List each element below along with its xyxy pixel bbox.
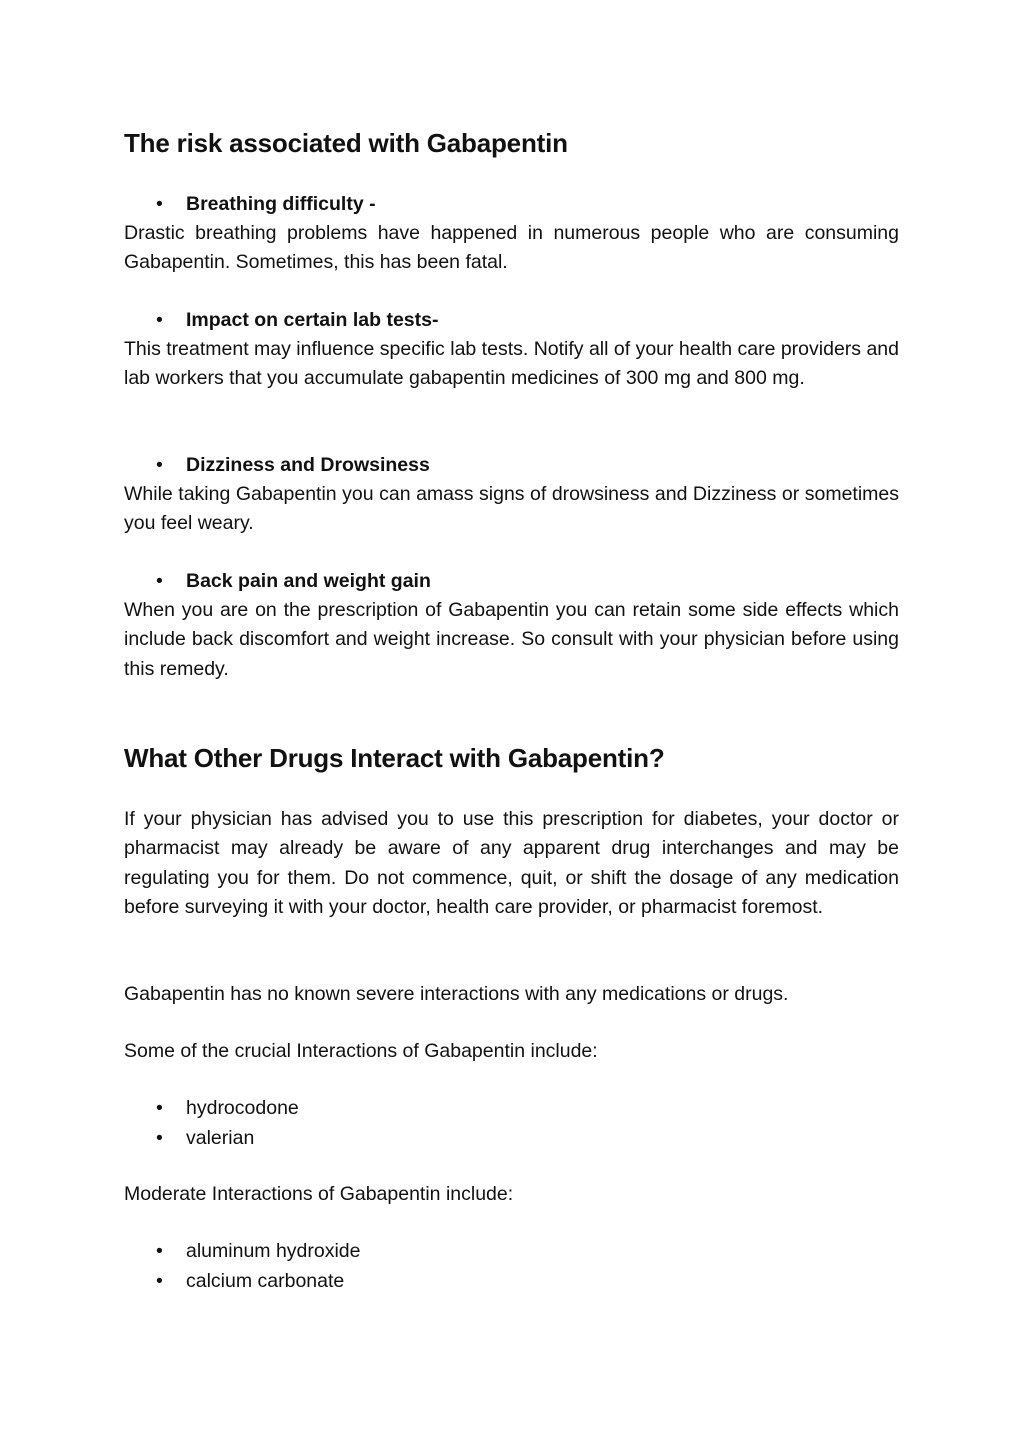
list-item: • calcium carbonate xyxy=(124,1267,899,1297)
section-heading-risks: The risk associated with Gabapentin xyxy=(124,128,568,158)
list-item: • valerian xyxy=(124,1124,899,1154)
risk-item-description: When you are on the prescription of Gabapentin you can retain some side effects which include back discomfort and weight increase. So consult with your physician before using this remedy. xyxy=(124,599,899,680)
bullet-icon: • xyxy=(156,454,163,476)
moderate-interactions-label: Moderate Interactions of Gabapentin include: xyxy=(124,1183,514,1205)
bullet-icon: • xyxy=(156,1126,163,1149)
list-item: • hydrocodone xyxy=(124,1094,899,1124)
risk-item-title: • Dizziness and Drowsiness xyxy=(124,451,899,479)
risk-item-title: • Back pain and weight gain xyxy=(124,567,899,595)
crucial-interactions-list xyxy=(124,1094,899,1153)
risk-item-description: This treatment may influence specific lab tests. Notify all of your health care providers and lab workers that you accumulate gabapentin medicines of 300 mg and 800 mg. xyxy=(124,338,899,390)
bullet-icon: • xyxy=(156,1097,163,1119)
section-heading-interactions: What Other Drugs Interact with Gabapentin? xyxy=(124,743,665,773)
bullet-icon: • xyxy=(156,193,163,215)
moderate-interactions-list xyxy=(124,1237,899,1296)
bullet-icon: • xyxy=(156,570,163,592)
risk-item-description: Drastic breathing problems have happened in numerous people who are consuming Gabapentin. Sometimes, this has been fatal. xyxy=(124,222,899,274)
risk-item-description: While taking Gabapentin you can amass signs of drowsiness and Dizziness or sometimes you feel weary. xyxy=(124,483,899,535)
risk-item-title: • Breathing difficulty - xyxy=(124,190,899,218)
bullet-icon: • xyxy=(156,1269,163,1292)
no-severe-interactions-note: Gabapentin has no known severe interactions with any medications or drugs. xyxy=(124,983,789,1005)
bullet-icon: • xyxy=(156,1240,163,1262)
bullet-icon: • xyxy=(156,309,163,331)
risk-item-title: • Impact on certain lab tests- xyxy=(124,306,899,334)
interactions-intro: If your physician has advised you to use this prescription for diabetes, your doctor or pharmacist may already be aware of any apparent drug interchanges and may be regulating you for them. Do not commence, quit, or shift the dosage of any medication before surveying it with your doctor, health care provider, or pharmacist foremost. xyxy=(124,808,899,918)
crucial-interactions-label: Some of the crucial Interactions of Gabapentin include: xyxy=(124,1040,598,1062)
list-item: • aluminum hydroxide xyxy=(124,1237,899,1267)
